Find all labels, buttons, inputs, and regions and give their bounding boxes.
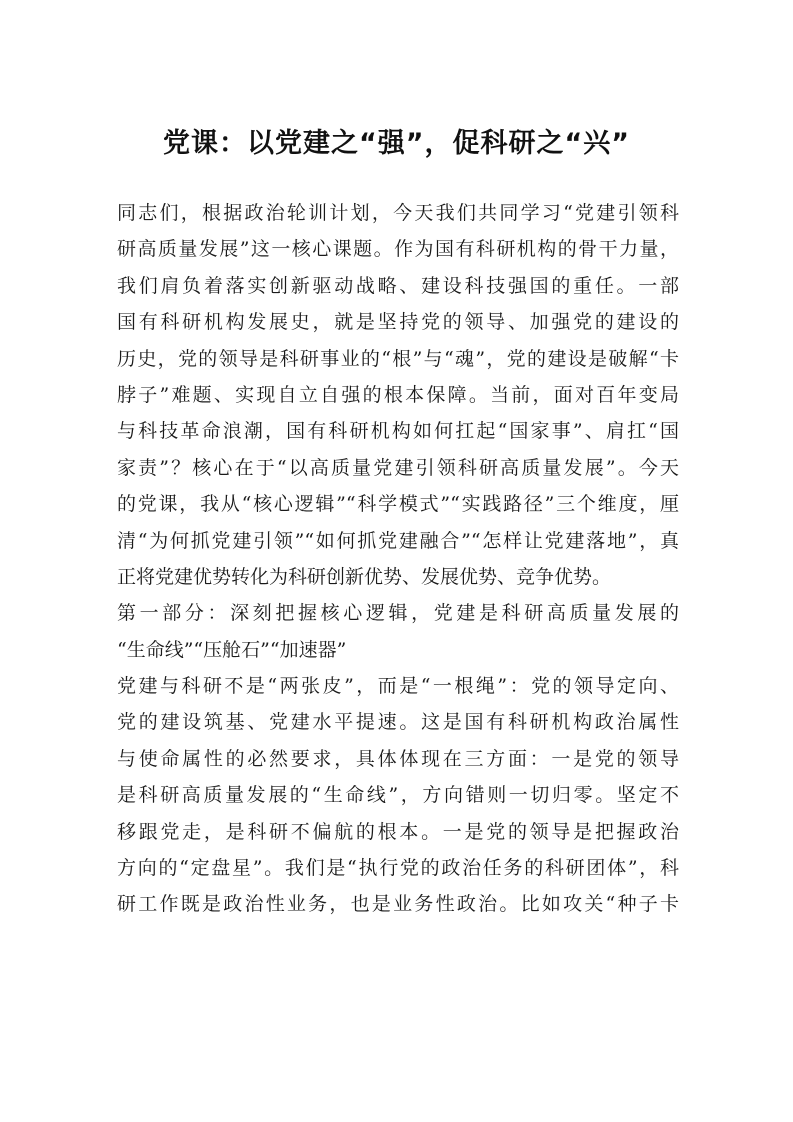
text-line: 清“为何抓党建引领”“如何抓党建融合”“怎样让党建落地”，真	[117, 529, 679, 552]
section-heading-line: “生命线”“压舱石”“加速器”	[117, 638, 347, 661]
text-line: 研高质量发展”这一核心课题。作为国有科研机构的骨干力量，	[117, 238, 679, 261]
text-line: 国有科研机构发展史，就是坚持党的领导、加强党的建设的	[117, 311, 679, 334]
text-line: 我们肩负着落实创新驱动战略、建设科技强国的重任。一部	[117, 274, 679, 297]
text-line: 是科研高质量发展的“生命线”，方向错则一切归零。坚定不	[117, 784, 679, 807]
text-line: 与科技革命浪潮，国有科研机构如何扛起“国家事”、肩扛“国	[117, 420, 679, 443]
text-line: 研工作既是政治性业务，也是业务性政治。比如攻关“种子卡	[117, 893, 679, 916]
text-line: 党的建设筑基、党建水平提速。这是国有科研机构政治属性	[117, 711, 679, 734]
text-line: 同志们，根据政治轮训计划，今天我们共同学习“党建引领科	[117, 202, 679, 224]
text-line: 党建与科研不是“两张皮”，而是“一根绳”：党的领导定向、	[117, 675, 679, 698]
text-line: 方向的“定盘星”。我们是“执行党的政治任务的科研团体”，科	[117, 857, 679, 880]
text-line: 的党课，我从“核心逻辑”“科学模式”“实践路径”三个维度，厘	[117, 493, 679, 516]
text-line: 家责”？核心在于“以高质量党建引领科研高质量发展”。今天	[117, 456, 679, 479]
text-line: 移跟党走，是科研不偏航的根本。一是党的领导是把握政治	[117, 820, 679, 843]
text-line: 与使命属性的必然要求，具体体现在三方面：一是党的领导	[117, 747, 679, 770]
document-body	[117, 195, 679, 923]
text-line: 正将党建优势转化为科研创新优势、发展优势、竞争优势。	[117, 565, 612, 588]
text-line: 历史，党的领导是科研事业的“根”与“魂”，党的建设是破解“卡	[117, 347, 679, 370]
document-title: 党课：以党建之“强”，促科研之“兴”	[163, 128, 630, 159]
text-line: 脖子”难题、实现自立自强的根本保障。当前，面对百年变局	[117, 383, 679, 406]
section-heading-line: 第一部分：深刻把握核心逻辑，党建是科研高质量发展的	[117, 602, 679, 625]
